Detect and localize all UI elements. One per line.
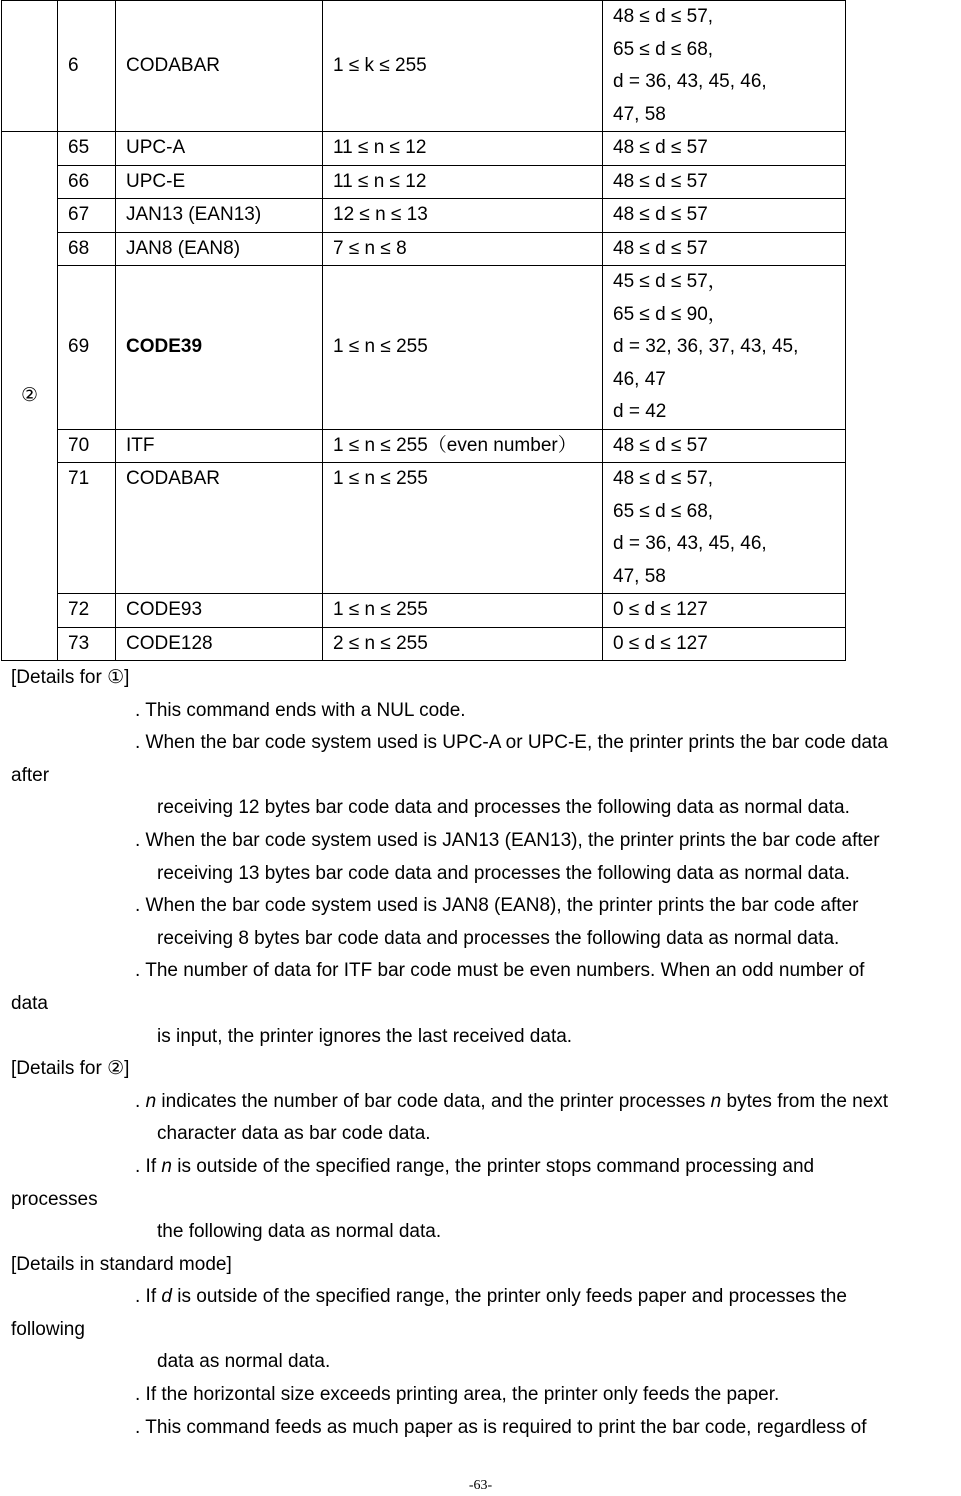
d-range-line: 48 ≤ d ≤ 57, [613,468,714,489]
details-line: . This command ends with a NUL code. [135,699,466,721]
table-row [2,429,846,463]
variable-n: n [161,1155,172,1177]
barcode-system: JAN13 (EAN13) [116,199,323,233]
d-range-line: 47, 58 [613,565,666,587]
d-range: 48 ≤ d ≤ 57 [603,132,846,166]
details-line: . When the bar code system used is UPC-A or UPC-E, the printer prints the bar code data [135,732,888,754]
function-number: 73 [58,627,116,661]
n-range: 1 ≤ n ≤ 255 [323,594,603,628]
barcode-system: CODE39 [116,266,323,430]
variable-n: n [145,1090,157,1112]
function-number: 69 [58,266,116,430]
function-number: 70 [58,429,116,463]
details-line: . When the bar code system used is JAN13 (EAN13), the printer prints the bar code after [135,829,880,851]
details-line: . The number of data for ITF bar code must be even numbers. When an odd number of [135,960,865,982]
details-line: . If d is outside of the specified range, the printer only feeds paper and processes the [135,1286,847,1308]
d-range-line: d = 32, 36, 37, 43, 45, [613,336,799,357]
details-line: . If the horizontal size exceeds printing area, the printer only feeds the paper. [135,1384,780,1406]
group-cell-1 [2,1,58,132]
variable-d: d [161,1286,172,1308]
d-range-line: 48 ≤ d ≤ 57, [613,6,714,27]
function-number: 67 [58,199,116,233]
table-row [2,232,846,266]
n-range: 7 ≤ n ≤ 8 [323,232,603,266]
d-range: 48 ≤ d ≤ 57 [603,429,846,463]
n-range: 11 ≤ n ≤ 12 [323,165,603,199]
d-range: 48 ≤ d ≤ 57 [603,232,846,266]
details-line: data as normal data. [157,1351,331,1373]
n-range: 1 ≤ n ≤ 255（even number） [323,429,603,463]
d-range: 0 ≤ d ≤ 127 [603,627,846,661]
n-range: 1 ≤ n ≤ 255 [323,266,603,430]
d-range-line: 45 ≤ d ≤ 57， [613,271,727,292]
table-row [2,1,846,132]
d-range-line: 46, 47 [613,368,666,390]
d-range [603,266,846,430]
d-range: 0 ≤ d ≤ 127 [603,594,846,628]
details-line: receiving 8 bytes bar code data and processes the following data as normal data. [157,927,840,949]
d-range-line: 65 ≤ d ≤ 68, [613,500,714,522]
n-range: 11 ≤ n ≤ 12 [323,132,603,166]
function-number: 68 [58,232,116,266]
table-row [2,594,846,628]
details-line: . When the bar code system used is JAN8 (EAN8), the printer prints the bar code after [135,895,859,917]
d-range-line: d = 36, 43, 45, 46, [613,533,767,554]
details-line: the following data as normal data. [157,1221,442,1243]
details-line: is input, the printer ignores the last received data. [157,1025,573,1047]
barcode-system: CODABAR [116,463,323,594]
details-line: receiving 12 bytes bar code data and processes the following data as normal data. [157,797,850,819]
n-range: 1 ≤ n ≤ 255 [323,463,603,594]
variable-n: n [710,1090,722,1112]
n-range: 2 ≤ n ≤ 255 [323,627,603,661]
function-number: 72 [58,594,116,628]
d-range-line: 47, 58 [613,103,666,125]
barcode-system: CODE128 [116,627,323,661]
details-line: data [11,992,48,1014]
function-number: 65 [58,132,116,166]
details-heading-3: [Details in standard mode] [11,1253,232,1275]
page-number: -63- [468,1478,493,1493]
k-range: 1 ≤ k ≤ 255 [323,1,603,132]
details-heading-2: [Details for ②] [11,1058,130,1080]
table-row [2,463,846,594]
d-range: 48 ≤ d ≤ 57 [603,199,846,233]
details-line: following [11,1318,85,1340]
function-number: 66 [58,165,116,199]
table-row [2,266,846,430]
d-range-line: d = 36, 43, 45, 46, [613,71,767,92]
table-row [2,165,846,199]
details-heading-1: [Details for ①] [11,667,130,688]
details-line: after [11,764,50,786]
barcode-system-table [1,0,846,661]
barcode-system: UPC-A [116,132,323,166]
details-line: . n indicates the number of bar code data, and the printer processes n bytes from the next [135,1090,889,1112]
function-number: 71 [58,463,116,594]
function-number: 6 [58,1,116,132]
barcode-system: CODE93 [116,594,323,628]
details-line: processes [11,1188,98,1210]
d-range [603,1,846,132]
details-section [11,662,961,1444]
table-row [2,627,846,661]
group-marker-2: ② [2,132,58,661]
barcode-system: UPC-E [116,165,323,199]
barcode-system: ITF [116,429,323,463]
n-range: 12 ≤ n ≤ 13 [323,199,603,233]
details-line: receiving 13 bytes bar code data and processes the following data as normal data. [157,862,850,884]
table-row [2,132,846,166]
barcode-system: JAN8 (EAN8) [116,232,323,266]
d-range-line: d = 42 [613,401,667,422]
details-line: . If n is outside of the specified range, the printer stops command processing and [135,1155,815,1177]
barcode-system: CODABAR [116,1,323,132]
d-range [603,463,846,594]
d-range: 48 ≤ d ≤ 57 [603,165,846,199]
d-range-line: 65 ≤ d ≤ 90， [613,303,727,325]
table-row [2,199,846,233]
details-line: . This command feeds as much paper as is required to print the bar code, regardless of [135,1416,867,1438]
details-line: character data as bar code data. [157,1123,431,1145]
d-range-line: 65 ≤ d ≤ 68, [613,38,714,60]
